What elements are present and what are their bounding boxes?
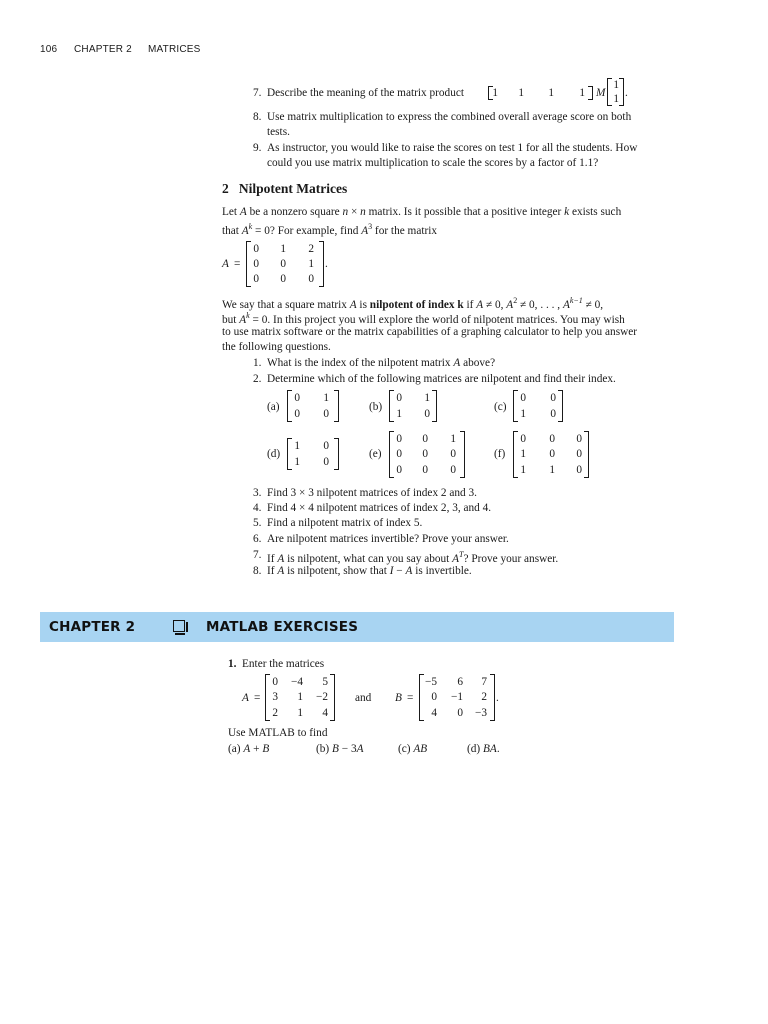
matlab-exercises-banner [40,612,674,642]
definition-line-1: We say that a square matrix A is nilpotent of index k if A ≠ 0, $A^2 \ne 0$, . . . , $A^{k-1} \ne 0$, [222,296,604,311]
matrix-a-label: A [222,258,229,270]
matrix-e-option: 0 0 1 0 0 0 0 0 0 [389,431,465,478]
definition-line-3: to use matrix software or the matrix capabilities of a graphing calculator to help you answer [222,326,638,338]
question-2: Determine which of the following matrices are nilpotent and find their index. [267,373,616,385]
exercise-9-number: 9. [253,142,262,154]
and-text: and [355,692,372,704]
banner-title: MATLAB EXERCISES [206,619,359,635]
matrix-a: 0 1 2 0 0 1 0 0 0 [246,241,324,287]
column-vector: 1 1 [607,78,624,106]
exercise-8-line1: Use matrix multiplication to express the combined overall average score on both [267,111,632,123]
matrix-f-option: 0 0 0 1 0 0 1 1 0 [513,431,589,478]
exercise-7-number: 7. [253,87,262,99]
matrix-d-option: 1 0 1 0 [287,438,339,470]
banner-chapter: CHAPTER 2 [49,619,136,635]
definition-line-4: the following questions. [222,341,331,353]
matlab-matrix-b: −5 6 7 0 −1 2 4 0 −3 [419,674,495,721]
exercise-8-number: 8. [253,111,262,123]
matrix-c-option: 0 0 1 0 [513,390,563,422]
question-6: Are nilpotent matrices invertible? Prove your answer. [267,533,509,545]
question-8: If A is nilpotent, show that I − A is invertible. [267,565,472,577]
matlab-a-label: A [242,692,249,704]
question-4: Find 4 × 4 nilpotent matrices of index 2, 3, and 4. [267,502,492,514]
matlab-matrix-a: 0 −4 5 3 1 −2 2 1 4 [265,674,335,721]
checkbox-square-icon [173,620,185,632]
question-1: What is the index of the nilpotent matrix A above? [267,357,496,369]
question-7: If A is nilpotent, what can you say about $A^T$? Prove your answer. [267,550,559,565]
matlab-enter-text: Enter the matrices [242,658,325,670]
matrix-b-option: 0 1 1 0 [389,390,437,422]
running-title: MATRICES [148,44,201,55]
intro-line-2: that $A^k = 0$? For example, find $A^3$ for the matrix [222,222,438,237]
use-matlab-text: Use MATLAB to find [228,727,328,739]
part-b: (b) B − 3A [316,743,364,755]
part-c: (c) AB [398,743,428,755]
part-d: (d) BA. [467,743,500,755]
definition-line-2: but $A^k = 0$. In this project you will explore the world of nilpotent matrices. You may wish [222,311,625,326]
row-vector: 1 1 1 1 [488,86,593,100]
exercise-9-line1: As instructor, you would like to raise the scores on test 1 for all the students. How [267,142,638,154]
exercise-8-line2: tests. [267,126,290,138]
part-a: (a) A + B [228,743,270,755]
matrix-m: M [596,87,606,99]
exercise-7-text: Describe the meaning of the matrix product [267,87,465,99]
section-heading: 2 Nilpotent Matrices [222,181,348,196]
running-chapter: CHAPTER 2 [74,44,132,55]
question-3: Find 3 × 3 nilpotent matrices of index 2 and 3. [267,487,477,499]
intro-line-1: Let A be a nonzero square n × n matrix. Is it possible that a positive integer k exists such [222,206,622,218]
page-number: 106 [40,44,58,55]
matlab-b-label: B [395,692,402,704]
question-5: Find a nilpotent matrix of index 5. [267,517,423,529]
exercise-9-line2: could you use matrix multiplication to scale the scores by a factor of 1.1? [267,157,599,169]
matrix-a-option: 0 1 0 0 [287,390,339,422]
